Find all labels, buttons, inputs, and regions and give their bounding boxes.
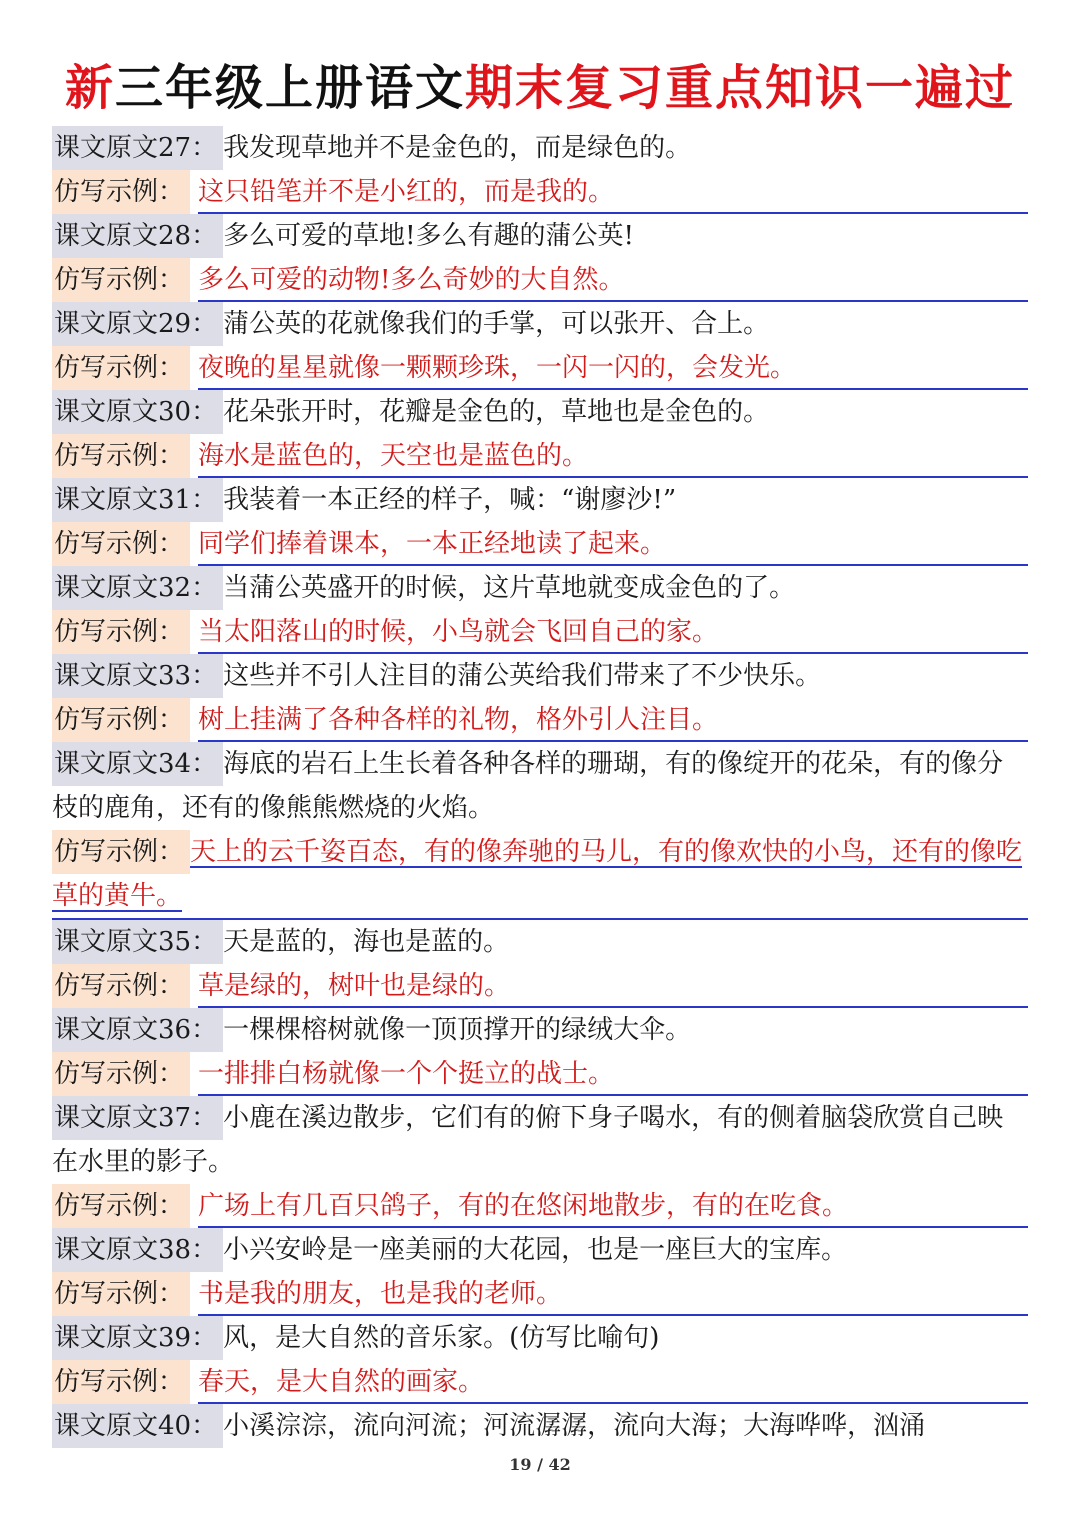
original-label: 课文原文31：	[52, 478, 223, 522]
original-label: 课文原文30：	[52, 390, 223, 434]
title-part-3: 期末复习重点知识一遍过	[465, 60, 1016, 116]
original-row	[52, 390, 1028, 434]
example-text: 天上的云千姿百态，有的像奔驰的马儿，有的像欢快的小鸟，还有的像吃草的黄牛。	[52, 837, 1023, 911]
example-row	[52, 170, 1028, 214]
example-label: 仿写示例：	[52, 346, 190, 390]
example-label: 仿写示例：	[52, 258, 190, 302]
original-text: 我发现草地并不是金色的，而是绿色的。	[223, 133, 692, 163]
example-row	[52, 610, 1028, 654]
original-label: 课文原文39：	[52, 1316, 223, 1360]
original-row	[52, 1316, 1028, 1360]
example-text: 当太阳落山的时候，小鸟就会飞回自己的家。	[198, 610, 1028, 654]
original-text: 风，是大自然的音乐家。(仿写比喻句)	[223, 1323, 660, 1353]
original-row	[52, 302, 1028, 346]
original-label: 课文原文36：	[52, 1008, 223, 1052]
example-text: 海水是蓝色的，天空也是蓝色的。	[198, 434, 1028, 478]
original-text: 海底的岩石上生长着各种各样的珊瑚，有的像绽开的花朵，有的像分枝的鹿角，还有的像熊熊燃烧的火焰。	[52, 749, 1004, 823]
original-text: 多么可爱的草地!多么有趣的蒲公英!	[223, 221, 634, 251]
original-label: 课文原文27：	[52, 126, 223, 170]
example-text: 广场上有几百只鸽子，有的在悠闲地散步，有的在吃食。	[198, 1184, 1028, 1228]
original-text: 花朵张开时，花瓣是金色的，草地也是金色的。	[223, 397, 770, 427]
original-label: 课文原文28：	[52, 214, 223, 258]
example-row	[52, 1272, 1028, 1316]
example-row	[52, 346, 1028, 390]
example-text: 这只铅笔并不是小红的，而是我的。	[198, 170, 1028, 214]
original-text: 小溪淙淙，流向河流；河流潺潺，流向大海；大海哗哗，汹涌	[223, 1411, 926, 1441]
original-text: 小鹿在溪边散步，它们有的俯下身子喝水，有的侧着脑袋欣赏自己映在水里的影子。	[52, 1103, 1004, 1177]
example-label: 仿写示例：	[52, 610, 190, 654]
example-text: 夜晚的星星就像一颗颗珍珠，一闪一闪的，会发光。	[198, 346, 1028, 390]
exercise-list	[52, 126, 1028, 1448]
example-label: 仿写示例：	[52, 1184, 190, 1228]
original-label: 课文原文37：	[52, 1096, 223, 1140]
page-number: 19 / 42	[509, 1455, 571, 1474]
original-row	[52, 1096, 1028, 1184]
original-row	[52, 1228, 1028, 1272]
example-text: 书是我的朋友，也是我的老师。	[198, 1272, 1028, 1316]
example-label: 仿写示例：	[52, 1360, 190, 1404]
example-row	[52, 964, 1028, 1008]
title-part-1: 新	[64, 60, 115, 116]
example-label: 仿写示例：	[52, 522, 190, 566]
original-row	[52, 126, 1028, 170]
original-text: 小兴安岭是一座美丽的大花园，也是一座巨大的宝库。	[223, 1235, 848, 1265]
original-label: 课文原文38：	[52, 1228, 223, 1272]
example-row	[52, 1184, 1028, 1228]
original-label: 课文原文35：	[52, 920, 223, 964]
example-label: 仿写示例：	[52, 830, 190, 874]
original-text: 我装着一本正经的样子，喊：“谢廖沙!”	[223, 485, 677, 515]
example-text: 草是绿的，树叶也是绿的。	[198, 964, 1028, 1008]
original-text: 天是蓝的，海也是蓝的。	[223, 927, 510, 957]
example-row	[52, 434, 1028, 478]
title-part-2: 三年级上册语文	[114, 60, 465, 116]
example-label: 仿写示例：	[52, 1272, 190, 1316]
example-text: 春天，是大自然的画家。	[198, 1360, 1028, 1404]
original-row	[52, 1404, 1028, 1448]
original-label: 课文原文33：	[52, 654, 223, 698]
example-text: 同学们捧着课本，一本正经地读了起来。	[198, 522, 1028, 566]
example-label: 仿写示例：	[52, 170, 190, 214]
example-text: 多么可爱的动物!多么奇妙的大自然。	[198, 258, 1028, 302]
example-text: 一排排白杨就像一个个挺立的战士。	[198, 1052, 1028, 1096]
original-row	[52, 742, 1028, 830]
original-row	[52, 214, 1028, 258]
original-text: 蒲公英的花就像我们的手掌，可以张开、合上。	[223, 309, 770, 339]
original-row	[52, 566, 1028, 610]
original-label: 课文原文40：	[52, 1404, 223, 1448]
example-label: 仿写示例：	[52, 1052, 190, 1096]
example-row	[52, 522, 1028, 566]
example-label: 仿写示例：	[52, 434, 190, 478]
page-title	[0, 52, 1080, 124]
example-row	[52, 1360, 1028, 1404]
example-label: 仿写示例：	[52, 964, 190, 1008]
original-row	[52, 920, 1028, 964]
original-text: 一棵棵榕树就像一顶顶撑开的绿绒大伞。	[223, 1015, 692, 1045]
example-text: 树上挂满了各种各样的礼物，格外引人注目。	[198, 698, 1028, 742]
example-row	[52, 698, 1028, 742]
original-label: 课文原文32：	[52, 566, 223, 610]
original-label: 课文原文29：	[52, 302, 223, 346]
original-row	[52, 478, 1028, 522]
example-label: 仿写示例：	[52, 698, 190, 742]
example-row	[52, 830, 1028, 920]
original-text: 这些并不引人注目的蒲公英给我们带来了不少快乐。	[223, 661, 822, 691]
original-text: 当蒲公英盛开的时候，这片草地就变成金色的了。	[223, 573, 796, 603]
original-label: 课文原文34：	[52, 742, 223, 786]
example-row	[52, 258, 1028, 302]
original-row	[52, 1008, 1028, 1052]
example-row	[52, 1052, 1028, 1096]
original-row	[52, 654, 1028, 698]
